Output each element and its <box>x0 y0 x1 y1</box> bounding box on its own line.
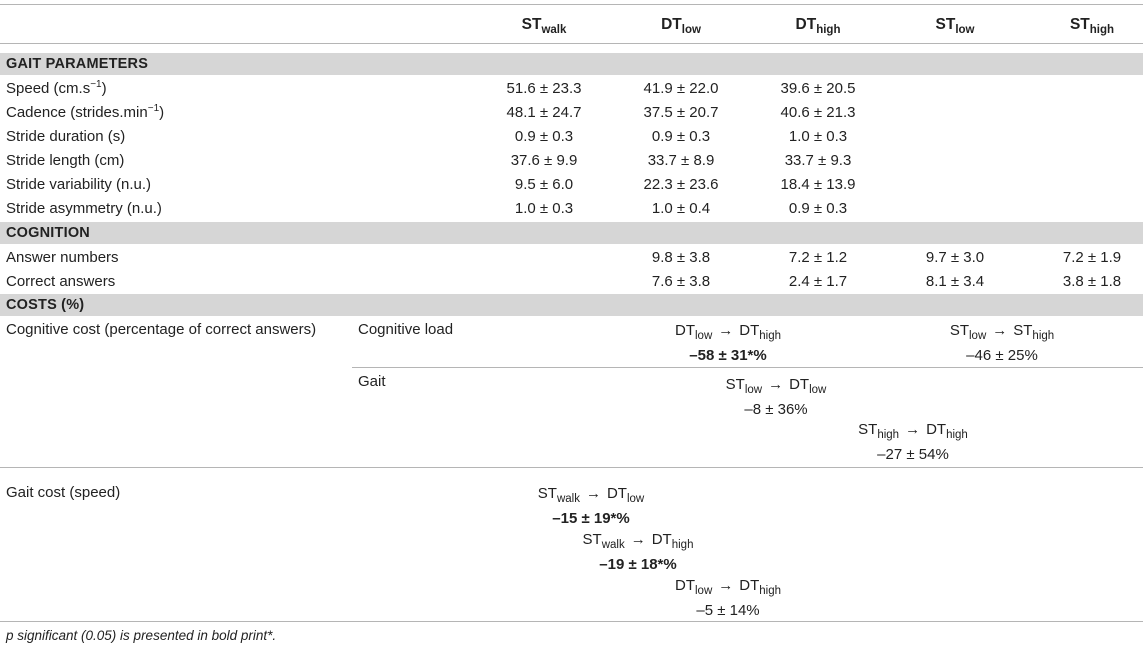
comparison-st-low-dt-low: $ST_{low} \to DT_{low}$ –8 ± 36% <box>725 376 827 418</box>
cell-correct-dt-high: 2.4 ± 1.7 <box>788 273 848 290</box>
col-header-dt-low: $DT_{low}$ <box>661 16 701 36</box>
cell-duration-dt-high: 1.0 ± 0.3 <box>788 128 848 145</box>
cell-speed-st-walk: 51.6 ± 23.3 <box>506 80 582 97</box>
cell-correct-st-low: 8.1 ± 3.4 <box>925 273 985 290</box>
cell-length-dt-high: 33.7 ± 9.3 <box>784 152 852 169</box>
cell-asymmetry-dt-high: 0.9 ± 0.3 <box>788 200 848 217</box>
cell-answers-dt-high: 7.2 ± 1.2 <box>788 249 848 266</box>
cell-correct-st-high: 3.8 ± 1.8 <box>1062 273 1122 290</box>
cell-asymmetry-dt-low: 1.0 ± 0.4 <box>651 200 711 217</box>
cell-cadence-st-walk: 48.1 ± 24.7 <box>506 104 582 121</box>
row-label-correct-answers: Correct answers <box>6 273 116 290</box>
comparison-st-walk-dt-low: $ST_{walk} \to DT_{low}$ –15 ± 19*% <box>537 485 645 527</box>
row-label-gait-cost: Gait cost (speed) <box>6 484 121 501</box>
row-label-stride-asymmetry: Stride asymmetry (n.u.) <box>6 200 162 217</box>
cell-variability-st-walk: 9.5 ± 6.0 <box>514 176 574 193</box>
cell-duration-st-walk: 0.9 ± 0.3 <box>514 128 574 145</box>
col-header-st-high: $ST_{high}$ <box>1069 16 1115 36</box>
cell-correct-dt-low: 7.6 ± 3.8 <box>651 273 711 290</box>
section-cognition: COGNITION <box>0 222 1143 244</box>
cell-answers-dt-low: 9.8 ± 3.8 <box>651 249 711 266</box>
row-label-answer-numbers: Answer numbers <box>6 249 119 266</box>
row-label-stride-duration: Stride duration (s) <box>6 128 126 145</box>
cell-cadence-dt-low: 37.5 ± 20.7 <box>643 104 719 121</box>
row-label-speed: Speed $(cm.s^{-1})$ <box>6 79 107 97</box>
header-rule <box>0 43 1143 44</box>
sublabel-cognitive-load: Cognitive load <box>358 321 454 338</box>
sub-rule-load-gait <box>352 367 1143 368</box>
col-header-st-low: $ST_{low}$ <box>935 16 975 36</box>
cell-asymmetry-st-walk: 1.0 ± 0.3 <box>514 200 574 217</box>
comparison-st-high-dt-high: $ST_{high} \to DT_{high}$ –27 ± 54% <box>858 421 968 463</box>
cell-length-st-walk: 37.6 ± 9.9 <box>510 152 578 169</box>
bottom-rule <box>0 621 1143 622</box>
section-costs: COSTS (%) <box>0 294 1143 316</box>
col-header-st-walk: $ST_{walk}$ <box>521 16 567 36</box>
comparison-dt-low-dt-high: $DT_{low} \to DT_{high}$ –58 ± 31*% <box>674 322 782 364</box>
section-gait-parameters: GAIT PARAMETERS <box>0 53 1143 75</box>
comparison-dt-low-dt-high-speed: $DT_{low} \to DT_{high}$ –5 ± 14% <box>674 577 782 619</box>
costs-rule <box>0 467 1143 468</box>
row-label-stride-length: Stride length (cm) <box>6 152 125 169</box>
row-label-cognitive-cost: Cognitive cost (percentage of correct answers) <box>6 321 317 338</box>
col-header-dt-high: $DT_{high}$ <box>795 16 841 36</box>
cell-cadence-dt-high: 40.6 ± 21.3 <box>780 104 856 121</box>
cell-answers-st-high: 7.2 ± 1.9 <box>1062 249 1122 266</box>
comparison-st-walk-dt-high: $ST_{walk} \to DT_{high}$ –19 ± 18*% <box>582 531 694 573</box>
row-label-cadence: Cadence $(strides.\min^{-1})$ <box>6 103 165 121</box>
cell-duration-dt-low: 0.9 ± 0.3 <box>651 128 711 145</box>
cell-variability-dt-low: 22.3 ± 23.6 <box>643 176 719 193</box>
comparison-st-low-st-high: $ST_{low} \to ST_{high}$ –46 ± 25% <box>949 322 1055 364</box>
cell-speed-dt-low: 41.9 ± 22.0 <box>643 80 719 97</box>
sublabel-gait: Gait <box>358 373 386 390</box>
top-rule <box>0 4 1143 5</box>
cell-speed-dt-high: 39.6 ± 20.5 <box>780 80 856 97</box>
cell-answers-st-low: 9.7 ± 3.0 <box>925 249 985 266</box>
cell-variability-dt-high: 18.4 ± 13.9 <box>780 176 856 193</box>
row-label-stride-variability: Stride variability (n.u.) <box>6 176 152 193</box>
cell-length-dt-low: 33.7 ± 8.9 <box>647 152 715 169</box>
table-footnote: p significant (0.05) is presented in bold print*. <box>6 628 277 643</box>
